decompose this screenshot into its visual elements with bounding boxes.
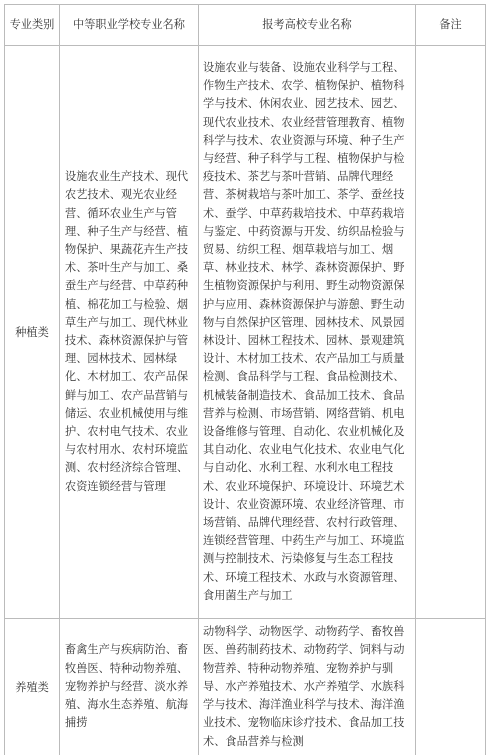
row-category: 养殖类	[5, 619, 60, 755]
table-header	[5, 5, 486, 46]
row-vocational-majors: 畜禽生产与疾病防治、畜牧兽医、特种动物养殖、宠物养护与经营、淡水养殖、海水生态养殖、航海捕捞	[60, 619, 199, 755]
header-category: 专业类别	[5, 5, 60, 46]
table-row	[5, 619, 486, 755]
row-note	[416, 619, 486, 755]
header-vocational-major: 中等职业学校专业名称	[60, 5, 199, 46]
table-row	[5, 46, 486, 619]
row-note	[416, 46, 486, 619]
header-row	[5, 5, 486, 46]
major-catalog-table	[4, 4, 486, 755]
table-body	[5, 46, 486, 755]
row-higher-majors: 设施农业与装备、设施农业科学与工程、作物生产技术、农学、植物保护、植物科学与技术、休闲农业、园艺技术、园艺、现代农业技术、农业经营管理教育、植物科学与技术、农业资源与环境、种子生产与经营、种子科学与工程、植物保护与检疫技术、茶艺与茶叶营销、品牌代理经营、茶树栽培与茶叶加工、茶学、蚕丝技术、蚕学、中草药栽培技术、中草药栽培与鉴定、中药资源与开发、纺织品检验与贸易、纺织工程、烟草栽培与加工、烟草、林业技术、林学、森林资源保护、野生植物资源保护与利用、野生动物资源保护与应用、森林资源保护与游憩、野生动物与自然保护区管理、园林技术、风景园林设计、园林工程技术、园林、景观建筑设计、木材加工技术、农产品加工与质量检测、食品科学与工程、食品检测技术、机械装备制造技术、食品加工技术、食品营养与检测、市场营销、网络营销、机电设备维修与管理、自动化、农业机械化及其自动化、农业电气化技术、农业电气化与自动化、水利工程、水利水电工程技术、农业环境保护、环境设计、环境艺术设计、农业资源环境、农业经济管理、市场营销、品牌代理经营、农村行政管理、连锁经营管理、中药生产与加工、环境监测与控制技术、污染修复与生态工程技术、环境工程技术、水政与水资源管理、食用菌生产与加工	[199, 46, 416, 619]
header-note: 备注	[416, 5, 486, 46]
header-higher-major: 报考高校专业名称	[199, 5, 416, 46]
row-vocational-majors: 设施农业生产技术、现代农艺技术、观光农业经营、循环农业生产与管理、种子生产与经营、植物保护、果蔬花卉生产技术、茶叶生产与加工、桑蚕生产与经营、中草药种植、棉花加工与检验、烟草生产与加工、现代林业技术、森林资源保护与管理、园林技术、园林绿化、木材加工、农产品保鲜与加工、农产品营销与储运、农业机械使用与维护、农村电气技术、农业与农村用水、农村环境监测、农村经济综合管理、农资连锁经营与管理	[60, 46, 199, 619]
row-higher-majors: 动物科学、动物医学、动物药学、畜牧兽医、兽药制药技术、动物药学、饲料与动物营养、特种动物养殖、宠物养护与驯导、水产养殖技术、水产养殖学、水族科学与技术、海洋渔业科学与技术、海洋渔业技术、宠物临床诊疗技术、食品加工技术、食品营养与检测	[199, 619, 416, 755]
row-category: 种植类	[5, 46, 60, 619]
